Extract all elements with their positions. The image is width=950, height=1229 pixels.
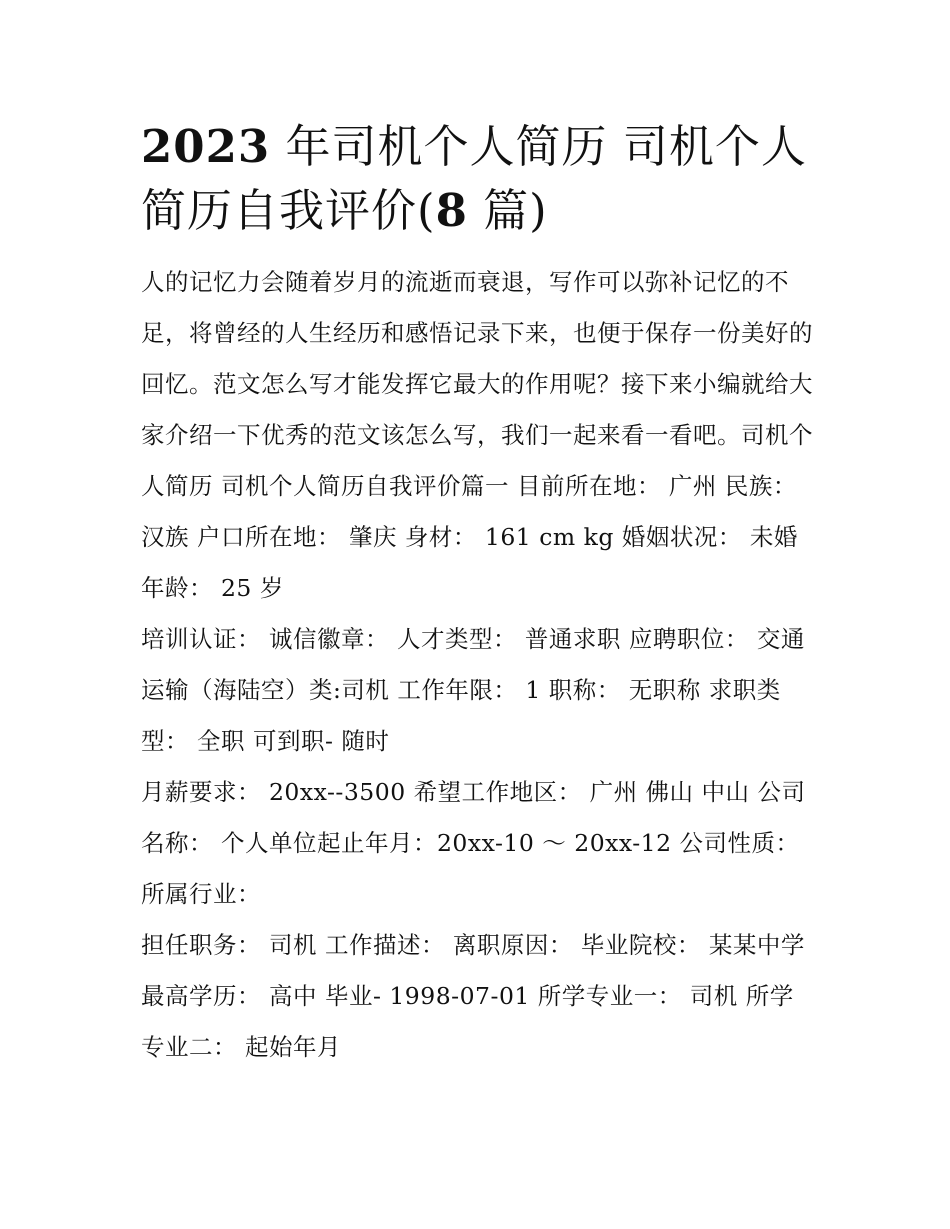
- document-page: [141, 115, 813, 1073]
- title-text-part-1: 年司机个人简历 司机个人简历自我评价(: [141, 120, 807, 237]
- title-year: 2023: [141, 120, 271, 173]
- paragraph-intro: 人的记忆力会随着岁月的流逝而衰退，写作可以弥补记忆的不足，将曾经的人生经历和感悟记录下来，也便于保存一份美好的回忆。范文怎么写才能发挥它最大的作用呢？接下来小编就给大家介绍一下优秀的范文该怎么写，我们一起来看一看吧。司机个人简历 司机个人简历自我评价篇一 目前所在地： 广州 民族： 汉族 户口所在地： 肇庆 身材： 161 cm kg 婚姻状况： 未婚 年龄： 25 岁: [141, 268, 813, 602]
- paragraph-salary: 月薪要求： 20xx--3500 希望工作地区： 广州 佛山 中山 公司名称： 个人单位起止年月：20xx-10 ～ 20xx-12 公司性质： 所属行业：: [141, 778, 806, 908]
- title-count: 8: [435, 184, 468, 237]
- title-text-part-2: 篇): [467, 184, 548, 237]
- paragraph-education: 担任职务： 司机 工作描述： 离职原因： 毕业院校： 某某中学 最高学历： 高中 毕业- 1998-07-01 所学专业一： 司机 所学专业二： 起始年月: [141, 931, 805, 1061]
- paragraph-training: 培训认证： 诚信徽章： 人才类型： 普通求职 应聘职位： 交通运输（海陆空）类:司机 工作年限： 1 职称： 无职称 求职类型： 全职 可到职- 随时: [141, 625, 805, 755]
- document-title: [141, 115, 813, 243]
- document-body: [141, 257, 813, 1073]
